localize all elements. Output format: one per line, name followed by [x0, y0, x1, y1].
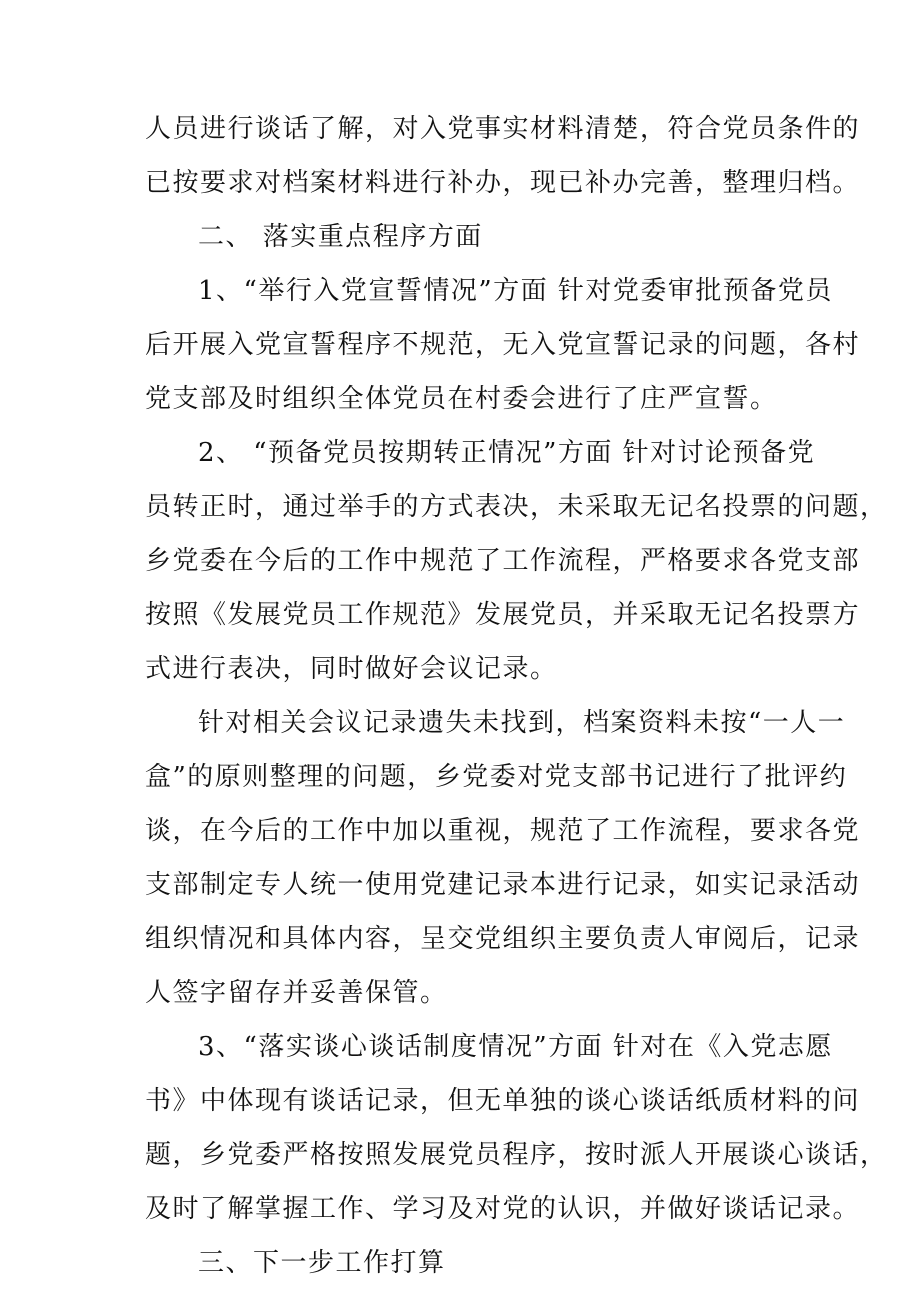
text-line: 党支部及时组织全体党员在村委会进行了庄严宣誓。 — [145, 384, 778, 414]
text-line: 书》中体现有谈话记录，但无单独的谈心谈话纸质材料的问 — [145, 1086, 861, 1116]
text-line: 3、“落实谈心谈话制度情况”方面 针对在《入党志愿 — [198, 1032, 833, 1062]
text-line: 1、“举行入党宣誓情况”方面 针对党委审批预备党员 — [198, 276, 833, 306]
text-line: 后开展入党宣誓程序不规范，无入党宣誓记录的问题，各村 — [145, 330, 861, 360]
text-line: 已按要求对档案材料进行补办，现已补办完善，整理归档。 — [145, 168, 861, 198]
text-line: 题，乡党委严格按照发展党员程序，按时派人开展谈心谈话， — [145, 1140, 888, 1170]
text-line: 谈，在今后的工作中加以重视，规范了工作流程，要求各党 — [145, 816, 861, 846]
text-line: 人签字留存并妥善保管。 — [145, 978, 448, 1008]
text-line: 针对相关会议记录遗失未找到，档案资料未按“一人一 — [198, 708, 846, 738]
document-body — [145, 102, 888, 1290]
text-line: 人员进行谈话了解，对入党事实材料清楚，符合党员条件的 — [145, 114, 861, 144]
text-line: 2、 “预备党员按期转正情况”方面 针对讨论预备党 — [198, 438, 816, 468]
text-line: 按照《发展党员工作规范》发展党员，并采取无记名投票方 — [145, 600, 861, 630]
section-heading: 二、 落实重点程序方面 — [198, 222, 483, 252]
text-line: 乡党委在今后的工作中规范了工作流程，严格要求各党支部 — [145, 546, 861, 576]
text-line: 盒”的原则整理的问题，乡党委对党支部书记进行了批评约 — [145, 762, 848, 792]
text-line: 组织情况和具体内容，呈交党组织主要负责人审阅后，记录 — [145, 924, 861, 954]
section-heading: 三、下一步工作打算 — [198, 1248, 446, 1278]
text-line: 支部制定专人统一使用党建记录本进行记录，如实记录活动 — [145, 870, 861, 900]
text-line: 式进行表决，同时做好会议记录。 — [145, 654, 558, 684]
text-line: 员转正时，通过举手的方式表决，未采取无记名投票的问题， — [145, 492, 888, 522]
text-line: 及时了解掌握工作、学习及对党的认识，并做好谈话记录。 — [145, 1194, 861, 1224]
